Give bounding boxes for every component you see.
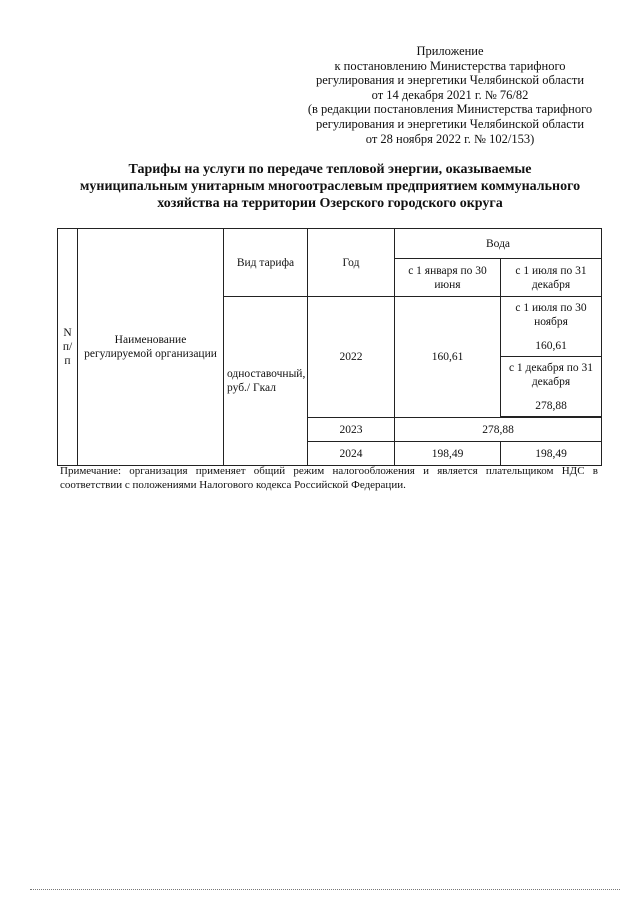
document-title [55, 161, 605, 212]
tariff-type-value: одноставочный, руб./ Гкал [224, 297, 308, 466]
value-2024-h1: 198,49 [395, 442, 501, 466]
value-2022-h1: 160,61 [395, 297, 501, 418]
year-2022: 2022 [308, 297, 395, 418]
scan-border-line [30, 889, 620, 890]
value-2022-sub1: 160,61 [535, 339, 567, 352]
header-h1-period: с 1 января по 30 июня [395, 259, 501, 297]
note: Примечание: организация применяет общий режим налогообложения и является плательщиком НДС в соответствии с положениями Налогового кодекса Российской Федерации. [60, 465, 598, 491]
header-num: N п/п [58, 229, 78, 466]
appendix-line: от 28 ноября 2022 г. № 102/153) [365, 131, 535, 146]
title-line: хозяйства на территории Озерского городского округа [157, 196, 503, 211]
year-2024: 2024 [308, 442, 395, 466]
value-2022-sub2: 278,88 [535, 399, 567, 412]
value-2023: 278,88 [395, 418, 602, 442]
header-org-name: Наименование регулируемой организации [78, 229, 224, 466]
header-tariff-type: Вид тарифа [224, 229, 308, 297]
header-h2-period: с 1 июля по 31 декабря [501, 259, 602, 297]
title-line: муниципальным унитарным многоотраслевым предприятием коммунального [79, 179, 581, 194]
title-line: Тарифы на услуги по передаче тепловой энергии, оказываемые [128, 162, 532, 177]
cell-2022-sub1 [501, 297, 602, 357]
appendix-header [300, 44, 600, 146]
header-water: Вода [395, 229, 602, 259]
header-year: Год [308, 229, 395, 297]
appendix-line: (в редакции постановления Министерства тарифного [307, 102, 593, 117]
value-2024-h2: 198,49 [501, 442, 602, 466]
cell-2022-sub2 [501, 357, 602, 417]
appendix-line: регулирования и энергетики Челябинской области [315, 73, 585, 88]
appendix-line: к постановлению Министерства тарифного [334, 58, 566, 73]
period-2022-sub1: с 1 июля по 30 ноября [515, 301, 587, 328]
appendix-line: Приложение [416, 44, 484, 58]
year-2023: 2023 [308, 418, 395, 442]
appendix-line: от 14 декабря 2021 г. № 76/82 [371, 87, 529, 102]
appendix-line: регулирования и энергетики Челябинской области [315, 116, 585, 131]
period-2022-sub2: с 1 декабря по 31 декабря [508, 361, 594, 388]
tariff-table [57, 228, 602, 466]
